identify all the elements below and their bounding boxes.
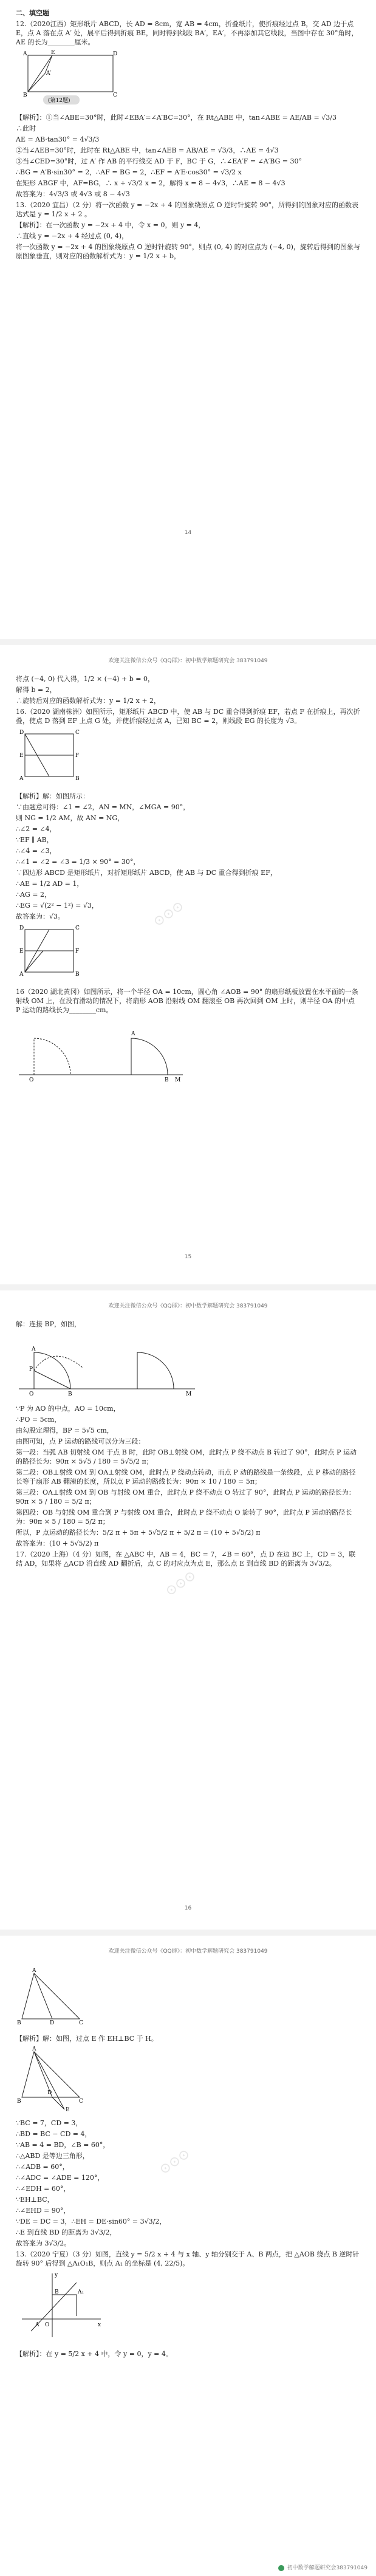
svg-text:y: y — [55, 2272, 58, 2278]
svg-text:B: B — [17, 2098, 21, 2105]
geometry-figure — [16, 49, 360, 109]
svg-text:x: x — [98, 2322, 101, 2328]
svg-text:D: D — [19, 730, 24, 736]
text-line: ∵DE = DC = 3，∴EH = DE·sin60° = 3√3/2， — [16, 2218, 166, 2225]
text-line: 将点 (−4, 0) 代入得，1/2 × (−4) + b = 0， — [16, 675, 154, 683]
text-line: ∵由题意可得：∠1 = ∠2，AN = MN，∠MGA = 90°， — [16, 803, 190, 811]
geometry-figure — [16, 1017, 360, 1086]
text-line: 13.（2020 宁夏）（3 分）如图，直线 y = 5/2 x + 4 与 x 轴、y 轴分别交于 A、B 两点，把 △AOB 绕点 B 逆时针旋转 90° 后得到 △A₁O₁B，则点 A₁ 的坐标是 (4, 22/5)。 — [16, 2250, 360, 2267]
text-line: 故答案为：(10 + 5√5/2) π — [16, 1540, 99, 1547]
text-line: ∴△ABD 是等边三角形， — [16, 2152, 89, 2160]
page-header: 欢迎关注微信公众号《QQ群》：初中数学解题研究会 383791049 — [108, 1948, 268, 1954]
text-line: 13.（2020 宜昌）（2 分）将一次函数 y = −2x + 4 的图象绕原点 O 逆时针旋转 90°，所得到的图象对应的函数表达式是 y = 1/2 x + 2 。 — [16, 201, 359, 218]
text-line: ∴此时 — [16, 125, 36, 132]
text-line: ∴∠4 = ∠3， — [16, 847, 56, 855]
svg-text:B: B — [23, 92, 27, 98]
geometry-figure — [16, 1331, 360, 1400]
text-line: ∵BC = 7，CD = 3， — [16, 2119, 83, 2127]
text-line: ∴AE = 1/2 AD = 1， — [16, 880, 84, 888]
svg-text:A: A — [32, 2046, 36, 2052]
svg-text:(第12题): (第12题) — [48, 98, 70, 104]
svg-text:F: F — [75, 753, 80, 759]
page-content — [16, 1965, 360, 2360]
svg-text:A: A — [131, 1031, 135, 1037]
text-line: 17.（2020 上海）（4 分）如图，在 △ABC 中，AB = 4，BC = 7，∠B = 60°，点 D 在边 BC 上，CD = 3，联结 AD，如果将 △ACD 沿直线 AD 翻折后，点 C 的对应点为点 E，那么点 E 到直线 BD 的距离为 3√3/2。 — [16, 1550, 356, 1567]
svg-text:O: O — [29, 1077, 34, 1083]
page-number: 15 — [184, 1254, 192, 1260]
svg-text:A: A — [23, 51, 27, 57]
text-line: 解得 b = 2， — [16, 686, 56, 694]
text-line: 在矩形 ABGF 中，AF=BG，∴ x + √3/2 x = 2，解得 x = 8 − 4√3，∴AE = 8 − 4√3 — [16, 179, 285, 187]
text-line: 第一段：当弧 AB 切射线 OM 于点 B 时，此时 OB⊥射线 OM，此时点 P 绕不动点 B 转过了 90°，此时点 P 运动的路径长为：90π × 5√5 / 180 = 5√5/2 π； — [16, 1448, 357, 1465]
page-number: 16 — [184, 1905, 192, 1911]
svg-text:A: A — [19, 971, 24, 978]
text-line: 所以，P 点运动的路径长为：5/2 π + 5π + 5√5/2 π + 5/2 π = (10 + 5√5/2) π — [16, 1529, 261, 1536]
text-line: ∴BG = A′B·sin30° = 2，∴AF = BG = 2，∴EF = A′E·cos30° = √3/2 x — [16, 168, 242, 176]
text-line: ∵EF ∥ AB， — [16, 836, 53, 844]
text-line: ∴直线 y = −2x + 4 经过点 (0, 4)， — [16, 232, 129, 240]
text-line: ∴∠EDH = 60°， — [16, 2185, 70, 2193]
text-line: ∴∠EHD = 90°， — [16, 2207, 70, 2215]
text-line: ∴∠ADC = ∠ADE = 120°， — [16, 2174, 104, 2182]
text-line: ∴∠1 = ∠2 = ∠3 = 1/3 × 90° = 30°， — [16, 858, 140, 866]
page-header: 欢迎关注微信公众号《QQ群》：初中数学解题研究会 383791049 — [108, 1303, 268, 1309]
svg-text:A: A — [32, 1346, 36, 1352]
geometry-figure — [16, 923, 360, 984]
text-line: ∴EG = √(2² − 1²) = √3， — [16, 902, 98, 909]
svg-text:D: D — [50, 2020, 55, 2026]
text-line: 由勾股定理得，BP = 5√5 cm， — [16, 1427, 114, 1434]
text-line: 第三段：OA⊥射线 OM 到 OB 与射线 OM 重合，此时点 P 绕不动点 O 转过了 90°，此时点 P 运动的路径长为：90π × 5 / 180 = 5/2 π； — [16, 1488, 355, 1506]
text-line: 【解析】解：如图，过点 E 作 EH⊥BC 于 H。 — [16, 2035, 158, 2043]
text-line: 【解析】：在一次函数 y = −2x + 4 中，令 x = 0，则 y = 4， — [16, 221, 205, 229]
text-line: 12.（2020江西）矩形纸片 ABCD，长 AD = 8cm，宽 AB = 4cm，折叠纸片，使折痕经过点 B，交 AD 边于点 E，点 A 落在点 A′ 处，展平后得到折痕 BE，同时得到线段 BA′，EA′，不再添加其它线段，当图中存在 30°角时，AE 的长为________厘米。 — [16, 20, 358, 46]
section-heading: 二、填空题 — [16, 9, 49, 17]
svg-text:M: M — [175, 1077, 181, 1083]
text-line: 将一次函数 y = −2x + 4 的图象绕原点 O 逆时针旋转 90°，则点 (0, 4) 的对应点为 (−4, 0)，旋转后得到的图象与原图象垂直，则对应的函数解析式为：y = 1/2 x + b， — [16, 243, 360, 260]
text-line: 由图可知，点 P 运动的路线可以分为三段： — [16, 1437, 145, 1445]
text-line: ∴BD = BC − CD = 4， — [16, 2130, 92, 2138]
text-line: 【解析】：①当∠ABE=30°时，此时∠EBA′=∠A′BC=30°，在 Rt△ABE 中，tan∠ABE = AE/AB = √3/3 — [16, 114, 337, 122]
svg-text:B: B — [55, 2289, 59, 2295]
page-number: 14 — [184, 530, 192, 536]
wechat-icon — [278, 2565, 284, 2571]
document-page-4 — [0, 1936, 376, 2576]
svg-text:C: C — [79, 2020, 83, 2026]
svg-text:M: M — [186, 1391, 192, 1397]
page-content — [16, 1320, 360, 1570]
svg-text:C: C — [113, 92, 117, 98]
text-line: ∵AB = 4 = BD，∠B = 60°， — [16, 2141, 110, 2149]
text-line: 第四段：OB 与射线 OM 重合到 P 与射线 OM 重合，此时点 P 绕不动点 O 旋转了 90°，此时点 P 运动的路径长为：90π × 5 / 180 = 5/2 π； — [16, 1509, 352, 1526]
svg-text:C: C — [75, 925, 80, 931]
text-line: 故答案为：√3。 — [16, 913, 65, 920]
text-line: ∵EH⊥BC， — [16, 2196, 54, 2204]
text-line: ③当∠CED=30°时，过 A′ 作 AB 的平行线交 AD 于 F，BC 于 G，∴∠EA′F = ∠A′BG = 30° — [16, 157, 302, 165]
text-line: 【解析】解：如图所示： — [16, 792, 89, 800]
text-line: AE = AB·tan30° = 4√3/3 — [16, 135, 100, 143]
svg-text:O: O — [29, 1391, 34, 1397]
svg-text:E: E — [19, 948, 24, 954]
text-line: ∴PO = 5cm， — [16, 1416, 61, 1423]
svg-text:A: A — [32, 1968, 36, 1974]
text-line: ∵P 为 AO 的中点，AO = 10cm， — [16, 1405, 120, 1413]
page-header: 欢迎关注微信公众号《QQ群》：初中数学解题研究会 383791049 — [108, 658, 268, 664]
svg-text:B: B — [68, 1391, 72, 1397]
svg-text:D: D — [113, 51, 118, 57]
page-content — [16, 674, 360, 1090]
document-page-1 — [0, 0, 376, 639]
svg-text:A₁: A₁ — [78, 2289, 84, 2295]
geometry-figure — [16, 2270, 360, 2346]
page-content — [16, 9, 360, 262]
geometry-figure — [16, 2046, 360, 2115]
svg-text:F: F — [75, 948, 80, 954]
svg-text:E: E — [51, 50, 55, 56]
svg-text:D: D — [47, 2090, 52, 2096]
logo-text: 初中数学解题研究会383791049 — [287, 2565, 367, 2571]
text-line: ∴E 到直线 BD 的距离为 3√3/2， — [16, 2228, 117, 2236]
text-line: 解：连接 BP，如图， — [16, 1320, 81, 1328]
text-line: ∵四边形 ABCD 是矩形纸片，对折矩形纸片 ABCD，使 AB 与 DC 重合得到折痕 EF， — [16, 869, 277, 877]
svg-text:B: B — [165, 1077, 169, 1083]
svg-text:C: C — [79, 2098, 83, 2105]
svg-text:A: A — [35, 2322, 39, 2328]
text-line: ②当∠AEB=30°时，此时在 Rt△ABE 中，tan∠AEB = AB/AE = √3/3，∴AE = 4√3 — [16, 146, 279, 154]
document-page-3 — [0, 1290, 376, 1930]
text-line: 故答案为 3√3/2。 — [16, 2239, 71, 2247]
text-line: 16（2020 湖北黄冈）如图所示，将一个半径 OA = 10cm，圆心角 ∠AOB = 90° 的扇形纸板放置在水平面的一条射线 OM 上，在没有滑动的情况下，将扇形 AOB 沿射线 OM 翻滚至 OB 再次回到 OM 上时，则半径 OA 的中点 P 运动的路线长为________cm。 — [16, 988, 358, 1014]
watermark: ⊙⊙⊙ — [156, 2146, 193, 2178]
text-line: 则 NG = 1/2 AM，故 AN = NG， — [16, 814, 125, 822]
svg-text:E: E — [66, 2107, 70, 2112]
text-line: ∴∠2 = ∠4， — [16, 825, 56, 833]
svg-text:O: O — [45, 2322, 50, 2328]
text-line: ∴AG = 2， — [16, 891, 51, 899]
text-line: 第二段：OB⊥射线 OM 到 OA⊥射线 OM，此时点 P 绕动点转动，而点 P 动的路线是一条线段，点 P 移动的路径长等于扇形 AB 翻滚的长度，所以点 P 运动的路线长为：90π × 10 / 180 = 5π； — [16, 1468, 356, 1485]
document-page-2 — [0, 645, 376, 1284]
svg-text:C: C — [75, 730, 80, 736]
text-line: 【解析】：在 y = 5/2 x + 4 中，令 y = 0，y = 4。 — [16, 2350, 173, 2358]
svg-text:B: B — [17, 2020, 21, 2026]
svg-text:D: D — [19, 925, 24, 931]
text-line: ∴旋转后对应的函数解析式为：y = 1/2 x + 2， — [16, 697, 161, 705]
svg-text:E: E — [19, 753, 24, 759]
svg-text:B: B — [75, 971, 80, 978]
text-line: 16.（2020 湖南株洲）如图所示，矩形纸片 ABCD 中，使 AB 与 DC 重合得到折痕 EF，若点 F 在折痕上，再次折叠，使点 D 落到 EF 上点 G 处，并使折痕经过点 A，已知 BC = 2，则线段 EG 的长度为 √3。 — [16, 708, 360, 725]
geometry-figure — [16, 728, 360, 788]
svg-text:P: P — [29, 1366, 33, 1372]
svg-text:B: B — [75, 776, 80, 782]
geometry-figure — [16, 1967, 360, 2030]
svg-text:A′: A′ — [46, 70, 52, 77]
text-line: 故答案为：4√3/3 或 4√3 或 8 − 4√3 — [16, 190, 130, 198]
text-line: ∴∠ADB = 60°， — [16, 2163, 69, 2171]
watermark: ⊙⊙⊙ — [150, 898, 187, 930]
svg-text:A: A — [19, 776, 24, 782]
publisher-logo — [278, 2563, 367, 2571]
watermark: ⊙⊙⊙ — [162, 1567, 199, 1600]
